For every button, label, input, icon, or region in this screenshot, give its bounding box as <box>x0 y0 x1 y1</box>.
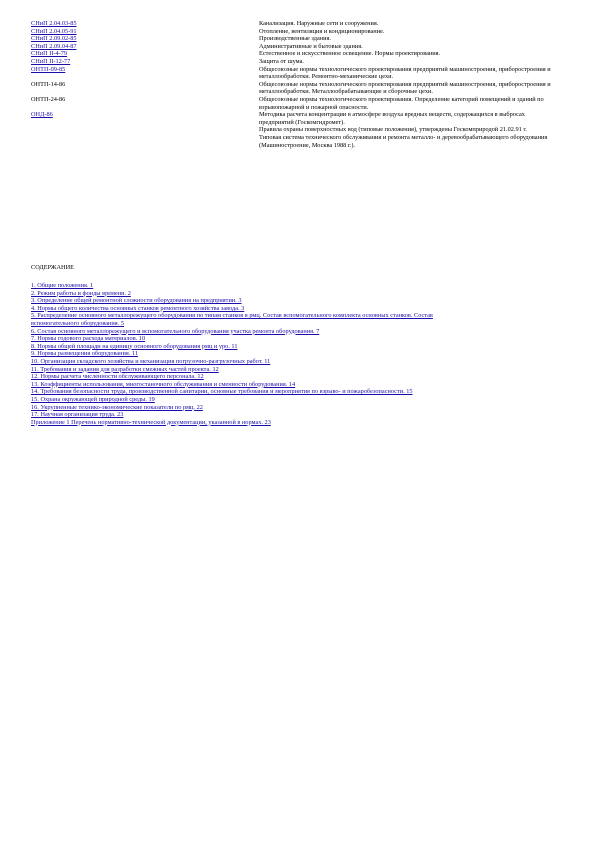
reference-row <box>31 58 561 66</box>
reference-description: Административные и бытовые здания. <box>259 42 363 50</box>
toc-link[interactable]: 7. Нормы годового расхода материалов. 10 <box>31 335 146 343</box>
toc-link[interactable]: 15. Охрана окружающей природной среды. 19 <box>31 395 155 403</box>
reference-row <box>31 35 561 43</box>
toc-title: СОДЕРЖАНИЕ <box>31 264 74 271</box>
toc-link[interactable]: 8. Нормы общей площади на единицу основного оборудования рмц и уро. 11 <box>31 342 238 350</box>
toc-link[interactable]: 17. Научная организация труда. 23 <box>31 411 124 419</box>
reference-row <box>31 28 561 36</box>
reference-list <box>31 20 561 149</box>
reference-row <box>31 81 561 96</box>
reference-row <box>31 43 561 51</box>
toc-link[interactable]: 1. Общие положения. 1 <box>31 282 94 289</box>
toc-link[interactable]: 11. Требования и задания для разработки смежных частей проекта. 12 <box>31 365 219 373</box>
reference-description: Общесоюзные нормы технологического проектирования предприятий машиностроения, приборостроения и металлообработки. Ремонтно-механические цехи. <box>259 65 551 81</box>
toc-link[interactable]: 6. Состав основного металлорежущего и вспомогательного оборудования участка ремонта оборудования. 7 <box>31 327 320 335</box>
reference-code: ОНТП-24-86 <box>31 95 66 103</box>
reference-row <box>31 134 561 149</box>
reference-code-link[interactable]: ОНД-86 <box>31 111 53 119</box>
reference-row <box>31 111 561 126</box>
reference-description: Канализация. Наружные сети и сооружения. <box>259 20 379 27</box>
reference-code-link[interactable]: ОНТП-09-85 <box>31 65 66 73</box>
toc-link[interactable]: 12. Нормы расчета численности обслуживающего персонала. 12 <box>31 373 204 381</box>
reference-description: Отопление, вентиляция и кондиционирование. <box>259 27 385 35</box>
reference-code-link[interactable]: СНиП 2.09.02-85 <box>31 35 77 43</box>
reference-description: Правила охраны поверхностных вод (типовые положения), утверждены Госкомприродой 21.02.91 г. <box>259 126 527 134</box>
toc-link[interactable]: 14. Требования безопасности труда, производственной санитарии, основные требования и мероприятия по взрыво- и пожаробезопасности. 15 <box>31 388 413 396</box>
toc-link[interactable]: 4. Нормы общего количества основных станков ремонтного хозяйства завода. 3 <box>31 304 245 312</box>
reference-code-link[interactable]: СНиП 2.04.03-85 <box>31 20 77 27</box>
toc-link[interactable]: 5. Распределение основного металлорежущего оборудования по типам станков в рмц. Состав вспомогательного комплекта основных станков. Состав вспомогательного оборудования. 5 <box>31 312 433 327</box>
reference-code <box>31 126 259 134</box>
toc-link[interactable]: 2. Режим работы и фонды времени. 2 <box>31 289 131 297</box>
reference-description: Методика расчета концентрации в атмосфере воздуха вредных веществ, содержащихся в выбросах предприятий (Госкомгидромет). <box>259 111 525 126</box>
toc-link[interactable]: 16. Укрупненные технико-экономические показатели по рмц. 22 <box>31 403 203 411</box>
reference-description: Общесоюзные нормы технологического проектирования. Определение категорий помещений и зданий по взрывопожарной и пожарной опасности. <box>259 95 544 111</box>
reference-code-link[interactable]: СНиП 2.04.05-91 <box>31 27 77 35</box>
reference-code-link[interactable]: СНиП II-4-79 <box>31 50 68 58</box>
reference-description: Защита от шума. <box>259 57 304 65</box>
table-of-contents <box>31 282 471 426</box>
reference-row <box>31 50 561 58</box>
reference-description: Производственные здания. <box>259 35 332 43</box>
reference-description: Общесоюзные нормы технологического проектирования предприятий машиностроения, приборостроения и металлообработки. Металлообрабатывающие и сборочные цехи. <box>259 80 551 96</box>
reference-row <box>31 96 561 111</box>
reference-code-link[interactable]: СНиП 2.09.04-87 <box>31 42 77 50</box>
toc-link[interactable]: Приложение 1 Перечень нормативно-технической документации, указанной в нормах. 23 <box>31 418 271 426</box>
reference-code: ОНТП-14-86 <box>31 80 66 88</box>
reference-row <box>31 66 561 81</box>
toc-link[interactable]: 9. Нормы размещения оборудования. 11 <box>31 350 139 358</box>
reference-code-link[interactable]: СНиП II-12-77 <box>31 57 71 65</box>
toc-link[interactable]: 13. Коэффициенты использования, многостаночного обслуживания и сменности оборудования. 14 <box>31 380 296 388</box>
toc-link[interactable]: 3. Определение общей ремонтной сложности оборудования на предприятии. 3 <box>31 297 242 305</box>
toc-link[interactable]: 10. Организация складского хозяйства и механизация погрузочно-разгрузочных работ. 11 <box>31 357 271 365</box>
reference-code <box>31 134 259 149</box>
reference-row <box>31 20 561 28</box>
reference-row <box>31 126 561 134</box>
reference-description: Типовая система технического обслуживания и ремонта металло- и деревообрабатывающего оборудования (Машиностроение, Москва 1988 г.). <box>259 133 548 149</box>
reference-description: Естественное и искусственное освещение. Нормы проектирования. <box>259 50 441 58</box>
